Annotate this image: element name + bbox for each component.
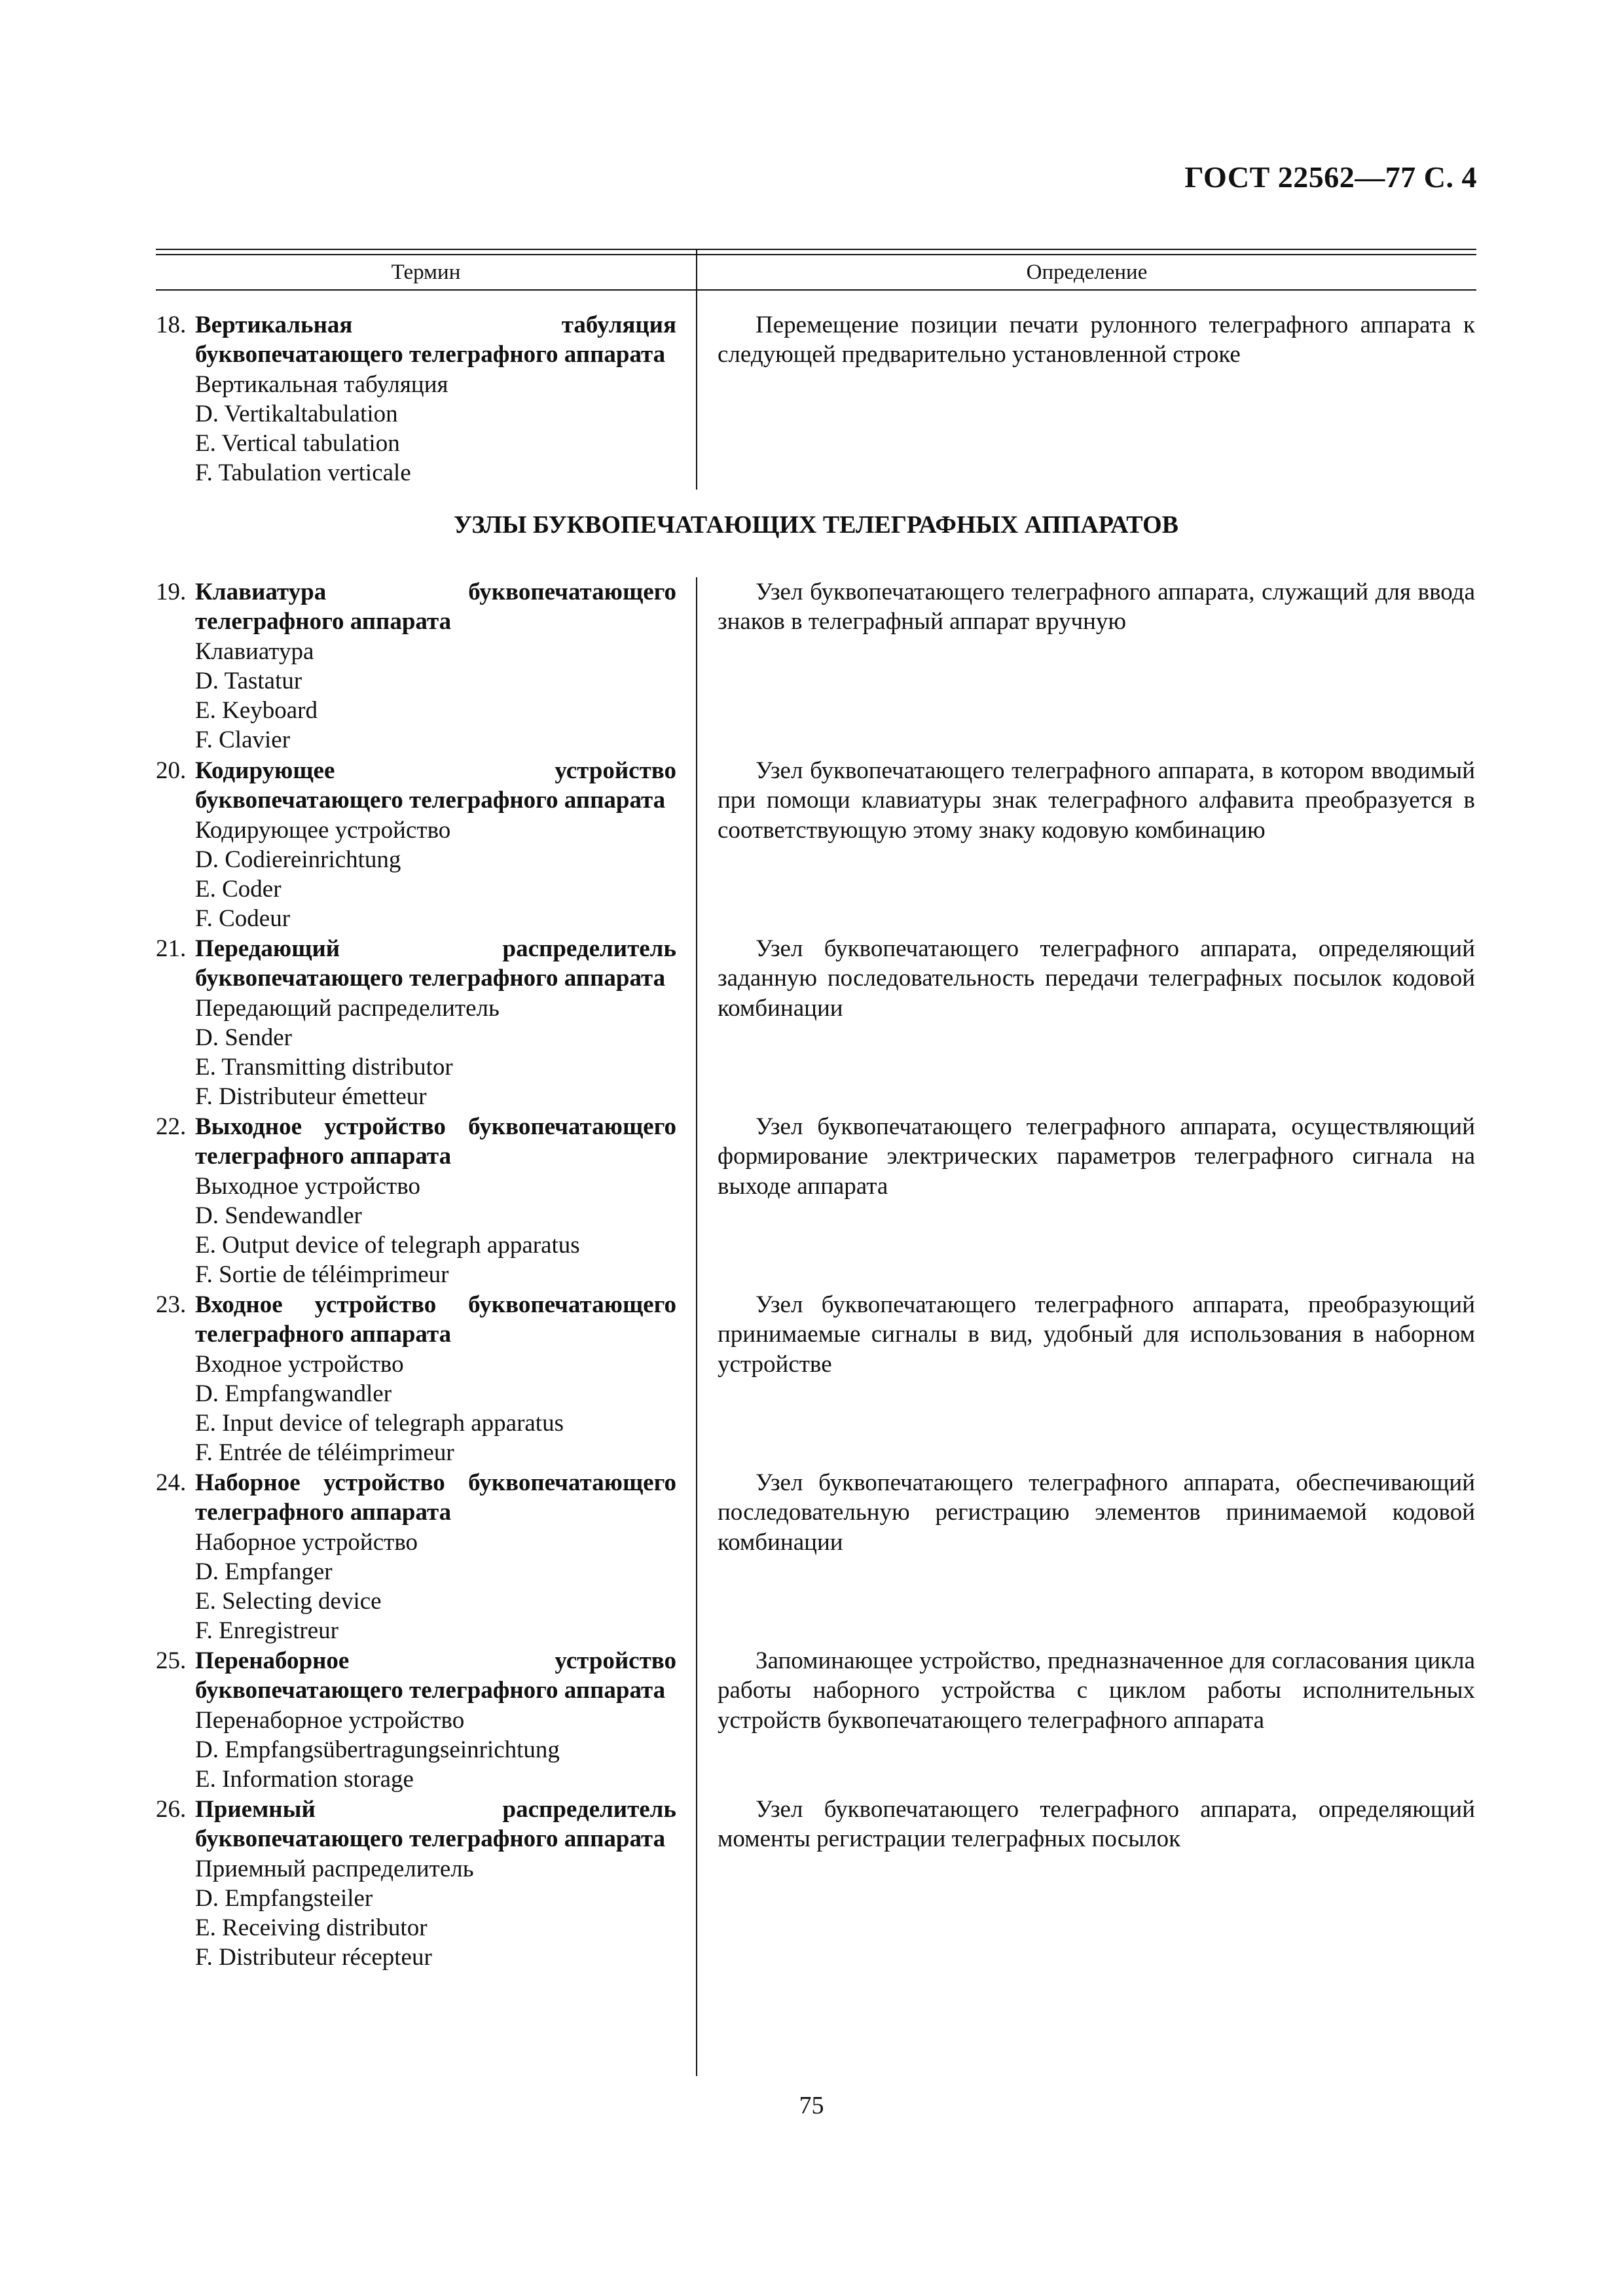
- term-definition: Узел буквопечатающего телеграфного аппарата, служащий для ввода знаков в телеграфный аппарат вручную: [718, 579, 1475, 636]
- term-short-form: Приемный распределитель: [195, 1855, 474, 1882]
- term-english: E. Information storage: [195, 1766, 414, 1793]
- term-number: 21.: [156, 935, 187, 962]
- term-short-form: Вертикальная табуляция: [195, 370, 448, 398]
- term-german: D. Sendewandler: [195, 1202, 362, 1229]
- term-german: D. Tastatur: [195, 667, 302, 694]
- term-english: E. Input device of telegraph apparatus: [195, 1410, 564, 1437]
- term-definition: Перемещение позиции печати рулонного телеграфного аппарата к следующей предварительно установленной строке: [718, 312, 1475, 368]
- term-cell: [156, 577, 676, 755]
- standard-header: ГОСТ 22562—77 С. 4: [1184, 160, 1477, 194]
- term-german: D. Empfanger: [195, 1558, 333, 1585]
- term-name: Приемный распределитель буквопечатающего телеграфного аппарата: [195, 1796, 676, 1853]
- section-title: УЗЛЫ БУКВОПЕЧАТАЮЩИХ ТЕЛЕГРАФНЫХ АППАРАТОВ: [454, 511, 1178, 539]
- term-definition: Запоминающее устройство, предназначенное для согласования цикла работы наборного устройства с циклом работы исполнительных устройств буквопечатающего телеграфного аппарата: [718, 1647, 1475, 1734]
- term-short-form: Наборное устройство: [195, 1528, 418, 1556]
- term-short-form: Клавиатура: [195, 637, 314, 665]
- term-number: 19.: [156, 579, 187, 605]
- term-english: E. Receiving distributor: [195, 1914, 428, 1942]
- term-short-form: Кодирующее устройство: [195, 816, 451, 844]
- term-english: E. Keyboard: [195, 697, 318, 725]
- term-english: E. Vertical tabulation: [195, 430, 400, 457]
- term-name: Входное устройство буквопечатающего телеграфного аппарата: [195, 1291, 676, 1348]
- term-name: Клавиатура буквопечатающего телеграфного аппарата: [195, 579, 676, 636]
- term-german: D. Empfangsteiler: [195, 1884, 373, 1912]
- term-cell: [156, 1646, 676, 1794]
- term-french: F. Entrée de téléimprimeur: [195, 1439, 454, 1467]
- term-name: Вертикальная табуляция буквопечатающего телеграфного аппарата: [195, 312, 676, 368]
- term-number: 22.: [156, 1113, 187, 1140]
- term-english: E. Transmitting distributor: [195, 1054, 453, 1081]
- term-french: F. Codeur: [195, 905, 291, 933]
- term-german: D. Empfangsübertragungseinrichtung: [195, 1736, 560, 1763]
- term-cell: [156, 756, 676, 934]
- term-cell: [156, 1468, 676, 1646]
- term-name: Кодирующее устройство буквопечатающего телеграфного аппарата: [195, 757, 676, 814]
- term-short-form: Входное устройство: [195, 1350, 404, 1378]
- term-definition: Узел буквопечатающего телеграфного аппарата, определяющий моменты регистрации телеграфных посылок: [718, 1796, 1475, 1853]
- term-french: F. Enregistreur: [195, 1617, 338, 1645]
- term-number: 18.: [156, 312, 187, 338]
- term-cell: [156, 310, 676, 488]
- term-english: E. Output device of telegraph apparatus: [195, 1232, 580, 1259]
- term-french: F. Distributeur émetteur: [195, 1083, 427, 1111]
- term-german: D. Vertikaltabulation: [195, 400, 398, 427]
- term-short-form: Выходное устройство: [195, 1172, 420, 1200]
- term-name: Передающий распределитель буквопечатающего телеграфного аппарата: [195, 935, 676, 992]
- column-header-definition: Определение: [1026, 260, 1148, 284]
- term-french: F. Clavier: [195, 726, 291, 754]
- term-number: 25.: [156, 1647, 187, 1674]
- term-french: F. Tabulation verticale: [195, 459, 411, 487]
- term-number: 24.: [156, 1469, 187, 1496]
- term-definition: Узел буквопечатающего телеграфного аппарата, преобразующий принимаемые сигналы в вид, удобный для использования в наборном устройстве: [718, 1291, 1475, 1378]
- term-name: Перенаборное устройство буквопечатающего телеграфного аппарата: [195, 1647, 676, 1704]
- term-cell: [156, 1290, 676, 1468]
- table-header-rule: [156, 289, 1476, 291]
- term-cell: [156, 1112, 676, 1290]
- term-definition: Узел буквопечатающего телеграфного аппарата, осуществляющий формирование электрических параметров телеграфного сигнала на выходе аппарата: [718, 1113, 1475, 1200]
- term-definition: Узел буквопечатающего телеграфного аппарата, определяющий заданную последовательность передачи телеграфных посылок кодовой комбинации: [718, 935, 1475, 1022]
- term-number: 20.: [156, 757, 187, 784]
- term-number: 26.: [156, 1796, 187, 1823]
- term-cell: [156, 934, 676, 1112]
- page-number: 75: [799, 2092, 824, 2119]
- term-french: F. Distributeur récepteur: [195, 1944, 432, 1971]
- term-english: E. Coder: [195, 876, 282, 903]
- column-separator-main: [696, 577, 697, 2076]
- table-top-rule-double: [156, 254, 1476, 255]
- term-german: D. Empfangwandler: [195, 1380, 392, 1407]
- term-short-form: Передающий распределитель: [195, 994, 500, 1022]
- term-definition: Узел буквопечатающего телеграфного аппарата, в котором вводимый при помощи клавиатуры знак телеграфного алфавита преобразуется в соответствующую этому знаку кодовую комбинацию: [718, 757, 1475, 844]
- term-cell: [156, 1795, 676, 1973]
- term-definition: Узел буквопечатающего телеграфного аппарата, обеспечивающий последовательную регистрацию элементов принимаемой кодовой комбинации: [718, 1469, 1475, 1556]
- term-number: 23.: [156, 1291, 187, 1318]
- column-header-term: Термин: [391, 260, 461, 284]
- term-french: F. Sortie de téléimprimeur: [195, 1261, 449, 1289]
- term-short-form: Перенаборное устройство: [195, 1706, 465, 1734]
- term-name: Выходное устройство буквопечатающего телеграфного аппарата: [195, 1113, 676, 1170]
- term-german: D. Codiereinrichtung: [195, 846, 401, 873]
- term-english: E. Selecting device: [195, 1588, 382, 1615]
- table-top-rule: [156, 249, 1476, 250]
- term-name: Наборное устройство буквопечатающего телеграфного аппарата: [195, 1469, 676, 1526]
- term-german: D. Sender: [195, 1024, 292, 1051]
